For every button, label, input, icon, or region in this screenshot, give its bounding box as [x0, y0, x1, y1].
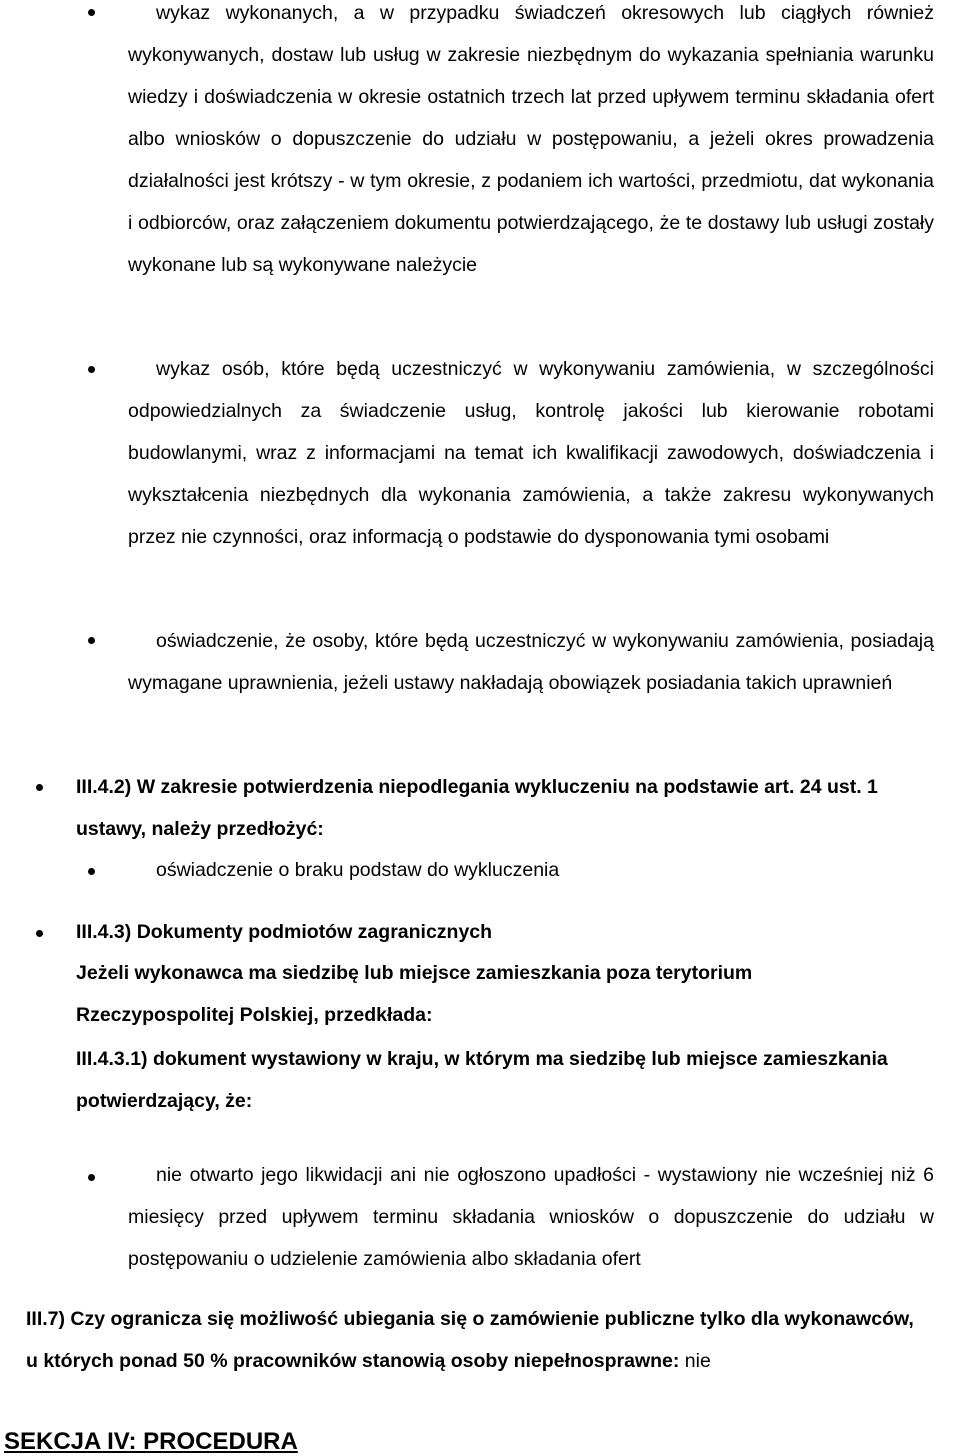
bullet-icon [88, 1174, 95, 1181]
bullet-icon [36, 784, 43, 791]
list-item-no-exclusion-statement: oświadczenie o braku podstaw do wykluczenia [156, 859, 560, 881]
list-item-qualifications-statement: oświadczenie, że osoby, które będą uczestniczyć w wykonywaniu zamówienia, posiadają wymagane uprawnienia, jeżeli ustawy nakładają obowiązek posiadania takich uprawnień [128, 630, 934, 694]
bullet-icon [88, 9, 95, 16]
section-iii-7-question: III.7) Czy ogranicza się możliwość ubiegania się o zamówienie publiczne tylko dla wykonawców, u których ponad 50 % pracowników stanowią osoby niepełnosprawne: [26, 1308, 914, 1372]
foreign-entities-intro: Jeżeli wykonawca ma siedzibę lub miejsce zamieszkania poza terytorium Rzeczypospolitej Polskiej, przedkłada: [76, 962, 753, 1026]
section-title-iii-4-2: III.4.2) W zakresie potwierdzenia niepodlegania wykluczeniu na podstawie art. 24 ust. 1 ustawy, należy przedłożyć: [76, 776, 878, 840]
section-iii-7-answer: nie [684, 1350, 711, 1372]
section-title-iii-4-3-1: III.4.3.1) dokument wystawiony w kraju, w którym ma siedzibę lub miejsce zamieszkania potwierdzający, że: [76, 1048, 888, 1112]
bullet-icon [88, 637, 95, 644]
bullet-icon [36, 930, 43, 937]
section-iii-7 [26, 1298, 926, 1382]
list-item-staff-list: wykaz osób, które będą uczestniczyć w wykonywaniu zamówienia, w szczególności odpowiedzialnych za świadczenie usług, kontrolę jakości lub kierowanie robotami budowlanymi, wraz z informacjami na temat ich kwalifikacji zawodowych, doświadczenia i wykształcenia niezbędnych dla wykonania zamówienia, a także zakresu wykonywanych przez nie czynności, oraz informacją o podstawie do dysponowania tymi osobami [128, 358, 934, 548]
bullet-icon [88, 366, 95, 373]
bullet-icon [88, 868, 95, 875]
section-iv-heading: SEKCJA IV: PROCEDURA [4, 1428, 298, 1455]
list-item-experience-list: wykaz wykonanych, a w przypadku świadczeń okresowych lub ciągłych również wykonywanych, dostaw lub usług w zakresie niezbędnym do wykazania spełniania warunku wiedzy i doświadczenia w okresie ostatnich trzech lat przed upływem terminu składania ofert albo wniosków o dopuszczenie do udziału w postępowaniu, a jeżeli okres prowadzenia działalności jest krótszy - w tym okresie, z podaniem ich wartości, przedmiotu, dat wykonania i odbiorców, oraz załączeniem dokumentu potwierdzającego, że te dostawy lub usługi zostały wykonane lub są wykonywane należycie [128, 2, 934, 276]
section-title-iii-4-3: III.4.3) Dokumenty podmiotów zagranicznych [76, 921, 493, 943]
list-item-no-liquidation: nie otwarto jego likwidacji ani nie ogłoszono upadłości - wystawiony nie wcześniej niż 6 miesięcy przed upływem terminu składania wniosków o dopuszczenie do udziału w postępowaniu o udzielenie zamówienia albo składania ofert [128, 1164, 934, 1270]
